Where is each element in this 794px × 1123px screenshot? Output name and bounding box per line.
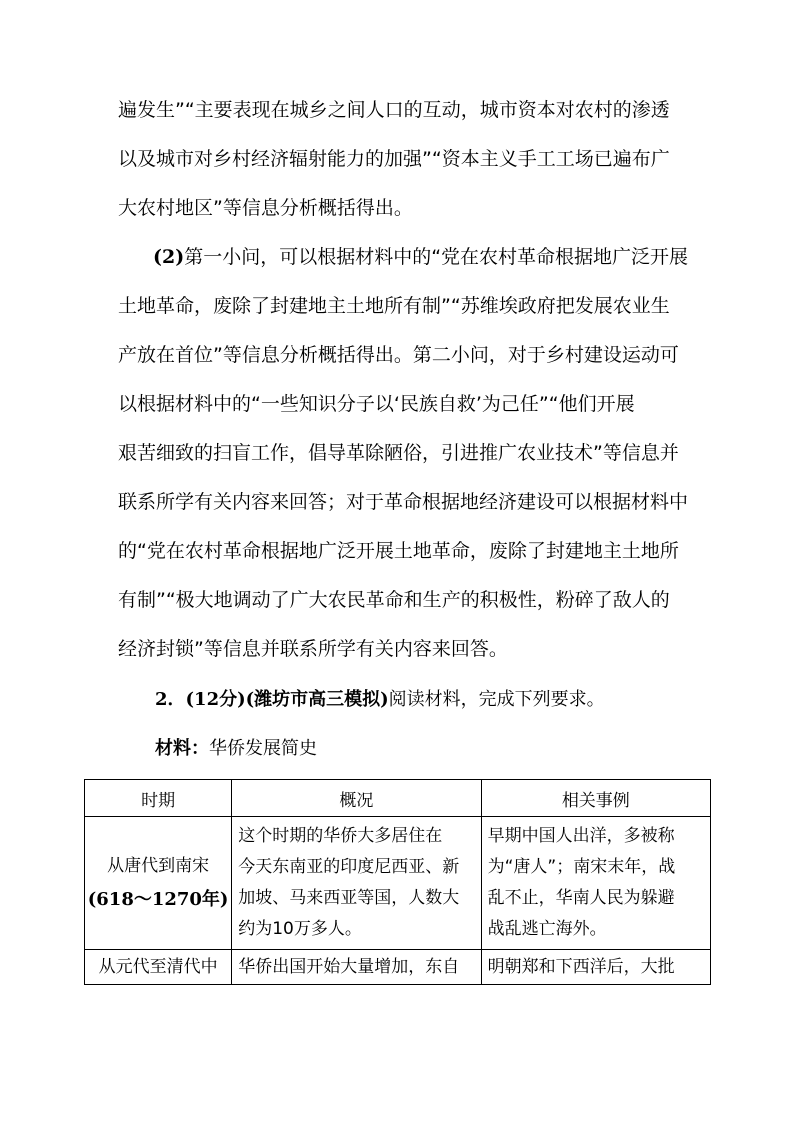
examples-cell	[481, 817, 710, 950]
material-title: 华侨发展简史	[209, 738, 317, 759]
paragraph1-line-2: 以及城市对乡村经济辐射能力的加强”“资本主义手工工场已遍布广	[118, 148, 670, 170]
period-name: 从唐代到南宋	[107, 856, 210, 876]
period-name: 从元代至清代中	[98, 957, 218, 977]
period-years: (618～1270年)	[87, 889, 229, 910]
examples-cell	[481, 950, 710, 985]
paragraph1-line-3: 大农村地区”等信息分析概括得出。	[118, 197, 413, 219]
question2-source: (潍坊市高三模拟)	[245, 689, 389, 710]
paragraph2-line-7: 的“党在农村革命根据地广泛开展土地革命，废除了封建地主土地所	[118, 540, 679, 562]
paragraph2-line-3: 产放在首位”等信息分析概括得出。第二小问，对于乡村建设运动可	[118, 344, 679, 366]
overview-cell	[232, 817, 481, 950]
table-header-row	[85, 780, 711, 817]
material-label: 材料：	[155, 738, 209, 759]
table-row	[85, 950, 711, 985]
paragraph2-line-4: 以根据材料中的“一些知识分子以‘民族自救’为己任”“他们开展	[118, 393, 635, 415]
paragraph2-line-2: 土地革命，废除了封建地主土地所有制”“苏维埃政府把发展农业生	[118, 295, 670, 317]
paragraph1-line-1: 遍发生”“主要表现在城乡之间人口的互动，城市资本对农村的渗透	[118, 99, 670, 121]
question2-score: (12分)	[185, 689, 246, 710]
period-cell	[85, 817, 232, 950]
example-line: 早期中国人出洋，多被称	[487, 826, 675, 846]
overview-line: 今天东南亚的印度尼西亚、新	[238, 857, 460, 877]
period-cell	[85, 950, 232, 985]
header-examples: 相关事例	[481, 780, 710, 817]
question2-prompt: 阅读材料，完成下列要求。	[388, 689, 605, 710]
paragraph2-line-5: 艰苦细致的扫盲工作，倡导革除陋俗，引进推广农业技术”等信息并	[118, 442, 679, 464]
paragraph2-line-1	[153, 245, 698, 269]
overseas-chinese-history-table	[84, 779, 711, 985]
overview-line: 这个时期的华侨大多居住在	[238, 826, 443, 846]
example-line: 乱不止，华南人民为躲避	[487, 888, 675, 908]
header-period: 时期	[85, 780, 232, 817]
paragraph2-number: (2)	[153, 246, 185, 268]
question2-number: 2．	[155, 689, 186, 710]
overview-line: 华侨出国开始大量增加，东自	[238, 957, 460, 977]
paragraph2-line-9: 经济封锁”等信息并联系所学有关内容来回答。	[118, 638, 508, 660]
paragraph2-first-text: 第一小问，可以根据材料中的“党在农村革命根据地广泛开展	[184, 246, 689, 268]
question2-heading	[155, 688, 715, 712]
header-overview: 概况	[232, 780, 481, 817]
example-line: 为“唐人”；南宋末年，战	[487, 857, 676, 877]
table-row	[85, 817, 711, 950]
overview-line: 加坡、马来西亚等国，人数大	[238, 888, 460, 908]
example-line: 战乱逃亡海外。	[487, 919, 607, 939]
overview-cell	[232, 950, 481, 985]
material-heading	[155, 737, 555, 761]
example-line: 明朝郑和下西洋后，大批	[487, 957, 675, 977]
overview-line: 约为10万多人。	[238, 919, 362, 939]
paragraph2-line-6: 联系所学有关内容来回答；对于革命根据地经济建设可以根据材料中	[118, 491, 689, 513]
paragraph2-line-8: 有制”“极大地调动了广大农民革命和生产的积极性，粉碎了敌人的	[118, 589, 670, 611]
